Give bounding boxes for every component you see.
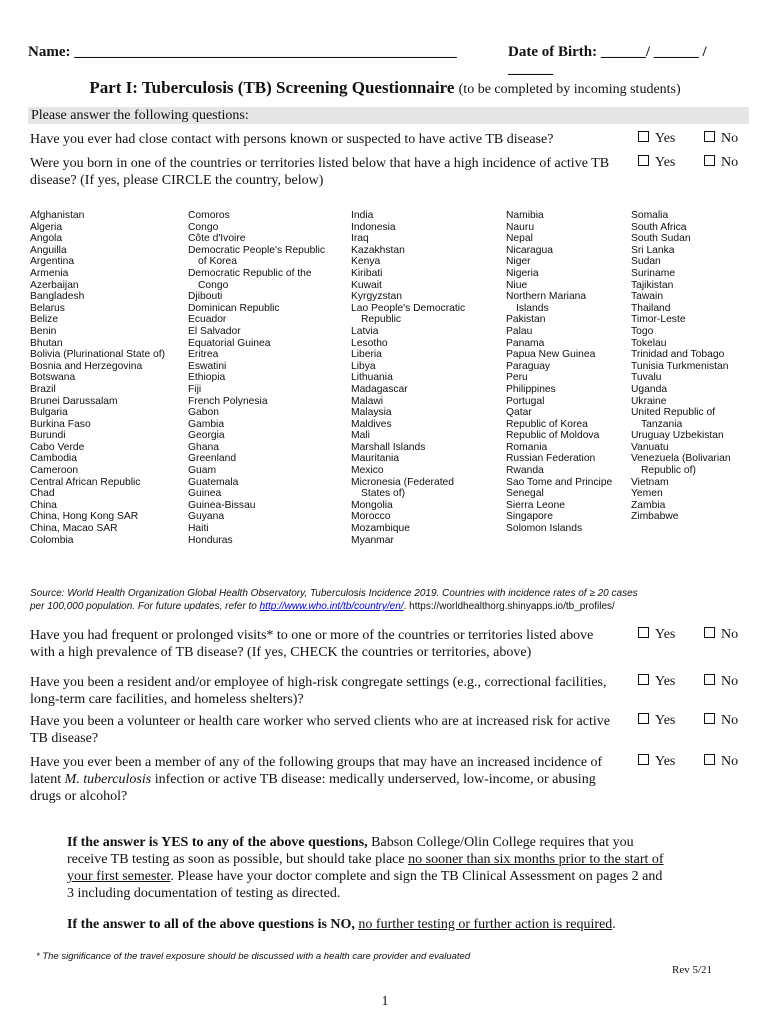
country-item[interactable]: Congo bbox=[188, 221, 219, 233]
checkbox-icon[interactable] bbox=[638, 627, 649, 638]
country-item[interactable]: Fiji bbox=[188, 383, 202, 395]
no-label: No bbox=[721, 713, 739, 728]
country-item[interactable]: Central African Republic bbox=[30, 476, 141, 488]
country-item[interactable]: Côte d'Ivoire bbox=[188, 233, 246, 245]
country-item[interactable]: Haiti bbox=[188, 523, 209, 535]
country-item[interactable]: Nepal bbox=[506, 233, 533, 245]
country-item[interactable]: Bulgaria bbox=[30, 407, 68, 419]
country-item[interactable]: Russian Federation bbox=[506, 453, 596, 465]
country-item[interactable]: Mongolia bbox=[351, 499, 393, 511]
country-item[interactable]: Sudan bbox=[631, 256, 661, 268]
country-item[interactable]: Democratic Republic of the bbox=[188, 267, 312, 279]
country-item[interactable]: Thailand bbox=[631, 302, 671, 314]
checkbox-icon[interactable] bbox=[638, 674, 649, 685]
country-item[interactable]: Vanuatu bbox=[631, 441, 669, 453]
country-item[interactable]: Democratic People's Republic bbox=[188, 244, 326, 256]
country-item[interactable]: Bhutan bbox=[30, 337, 63, 349]
country-item[interactable]: Libya bbox=[351, 360, 376, 372]
country-item[interactable]: El Salvador bbox=[188, 325, 241, 337]
country-item[interactable]: China, Macao SAR bbox=[30, 523, 118, 535]
country-item[interactable]: Afghanistan bbox=[30, 210, 85, 221]
question-born-in-country: Were you born in one of the countries or territories listed below that have a high incidence of active TB disease? (If yes, please CIRCLE the country, below) bbox=[30, 156, 610, 188]
country-item[interactable]: Kazakhstan bbox=[351, 244, 405, 256]
country-item[interactable]: China, Hong Kong SAR bbox=[30, 511, 139, 523]
title-subtitle: (to be completed by incoming students) bbox=[458, 82, 681, 97]
checkbox-icon[interactable] bbox=[704, 674, 715, 685]
country-item[interactable]: Tunisia Turkmenistan bbox=[631, 360, 729, 372]
country-item[interactable]: Nigeria bbox=[506, 267, 539, 279]
country-item[interactable]: Marshall Islands bbox=[351, 441, 426, 453]
source-line2-end: . https://worldhealthorg.shinyapps.io/tb_profiles/ bbox=[403, 601, 615, 612]
no-label: No bbox=[721, 131, 739, 146]
country-item[interactable]: Sri Lanka bbox=[631, 244, 675, 256]
country-item[interactable]: Philippines bbox=[506, 383, 556, 395]
yes-instructions-text: Babson College/Olin College requires that you receive TB testing as soon as possible, but should take place bbox=[67, 835, 634, 867]
country-item[interactable]: Peru bbox=[506, 372, 528, 384]
checkbox-icon[interactable] bbox=[704, 155, 715, 166]
q1-yes-option[interactable] bbox=[638, 131, 675, 147]
country-item[interactable]: Ecuador bbox=[188, 314, 227, 326]
q5-no-option[interactable] bbox=[704, 713, 738, 729]
q2-no-option[interactable] bbox=[704, 155, 738, 171]
country-item[interactable]: Mauritania bbox=[351, 453, 400, 465]
checkbox-icon[interactable] bbox=[704, 754, 715, 765]
country-item[interactable]: Cambodia bbox=[30, 453, 77, 465]
country-item[interactable]: Trinidad and Tobago bbox=[631, 349, 725, 361]
checkbox-icon[interactable] bbox=[704, 713, 715, 724]
country-item[interactable]: Republic bbox=[361, 314, 402, 326]
country-item[interactable]: Venezuela (Bolivarian bbox=[631, 453, 731, 465]
country-item[interactable]: Timor-Leste bbox=[631, 314, 686, 326]
country-item[interactable]: Zambia bbox=[631, 499, 666, 511]
country-item[interactable]: Portugal bbox=[506, 395, 545, 407]
country-item[interactable]: Tawain bbox=[631, 291, 664, 303]
country-item[interactable]: India bbox=[351, 210, 374, 221]
country-item[interactable]: Guinea-Bissau bbox=[188, 499, 256, 511]
country-item[interactable]: of Korea bbox=[198, 256, 237, 268]
country-item[interactable]: Belarus bbox=[30, 302, 65, 314]
yes-label: Yes bbox=[655, 131, 676, 146]
country-item[interactable]: States of) bbox=[361, 488, 406, 500]
q6-no-option[interactable] bbox=[704, 754, 738, 770]
country-item[interactable]: Republic of) bbox=[641, 465, 696, 477]
country-item[interactable]: Vietnam bbox=[631, 476, 669, 488]
country-item[interactable]: Northern Mariana bbox=[506, 291, 587, 303]
country-item[interactable]: United Republic of bbox=[631, 407, 716, 419]
country-item[interactable]: Senegal bbox=[506, 488, 544, 500]
country-item[interactable]: Uganda bbox=[631, 383, 668, 395]
country-item[interactable]: Kiribati bbox=[351, 267, 383, 279]
country-item[interactable]: Malaysia bbox=[351, 407, 392, 419]
country-item[interactable]: Rwanda bbox=[506, 465, 544, 477]
country-item[interactable]: Comoros bbox=[188, 210, 230, 221]
country-item[interactable]: Kyrgyzstan bbox=[351, 291, 402, 303]
country-item[interactable]: Maldives bbox=[351, 418, 392, 430]
country-item[interactable]: Liberia bbox=[351, 349, 382, 361]
country-item[interactable]: Brunei Darussalam bbox=[30, 395, 118, 407]
country-item[interactable]: Iraq bbox=[351, 233, 369, 245]
no-instructions-text: no further testing or further action is required bbox=[358, 917, 613, 932]
country-item[interactable]: Panama bbox=[506, 337, 545, 349]
country-item[interactable]: Mozambique bbox=[351, 523, 410, 535]
yes-label: Yes bbox=[655, 627, 676, 642]
q4-no-option[interactable] bbox=[704, 674, 738, 690]
country-item[interactable]: Kuwait bbox=[351, 279, 382, 291]
country-item[interactable]: Uruguay Uzbekistan bbox=[631, 430, 724, 442]
country-item[interactable]: Chad bbox=[30, 488, 55, 500]
country-item[interactable]: Solomon Islands bbox=[506, 523, 583, 535]
question-high-risk-groups bbox=[30, 754, 620, 805]
yes-instructions-text-end: . Please have your doctor complete and sign the TB Clinical Assessment on pages 2 and 3 including documentation of testing as directed. bbox=[67, 869, 663, 901]
country-item[interactable]: Ethiopia bbox=[188, 372, 226, 384]
country-item[interactable]: Greenland bbox=[188, 453, 237, 465]
country-item[interactable]: Tanzania bbox=[641, 418, 683, 430]
country-item[interactable]: Honduras bbox=[188, 534, 233, 546]
country-item[interactable]: Georgia bbox=[188, 430, 225, 442]
country-item[interactable]: Eritrea bbox=[188, 349, 219, 361]
country-list-col4 bbox=[506, 210, 612, 535]
country-item[interactable]: Nicaragua bbox=[506, 244, 553, 256]
checkbox-icon[interactable] bbox=[638, 131, 649, 142]
country-item[interactable]: Papua New Guinea bbox=[506, 349, 596, 361]
no-label: No bbox=[721, 754, 739, 769]
yes-instructions bbox=[67, 834, 667, 902]
country-item[interactable]: Cameroon bbox=[30, 465, 79, 477]
country-item[interactable]: Gambia bbox=[188, 418, 225, 430]
q6-yes-option[interactable] bbox=[638, 754, 675, 770]
country-item[interactable]: Madagascar bbox=[351, 383, 408, 395]
q3-no-option[interactable] bbox=[704, 627, 738, 643]
yes-label: Yes bbox=[655, 754, 676, 769]
yes-instructions-timing: no sooner than six months prior to the start of your first semester bbox=[67, 852, 664, 884]
country-item[interactable]: Sierra Leone bbox=[506, 499, 565, 511]
country-item[interactable]: Islands bbox=[516, 302, 549, 314]
yes-label: Yes bbox=[655, 155, 676, 170]
q6-organism-name: M. tuberculosis bbox=[64, 772, 152, 787]
q3-yes-option[interactable] bbox=[638, 627, 675, 643]
checkbox-icon[interactable] bbox=[704, 131, 715, 142]
country-item[interactable]: Singapore bbox=[506, 511, 553, 523]
country-item[interactable]: Cabo Verde bbox=[30, 441, 85, 453]
no-label: No bbox=[721, 155, 739, 170]
country-item[interactable]: Republic of Moldova bbox=[506, 430, 600, 442]
checkbox-icon[interactable] bbox=[638, 713, 649, 724]
country-item[interactable]: Paraguay bbox=[506, 360, 551, 372]
country-item[interactable]: Botswana bbox=[30, 372, 76, 384]
country-item[interactable]: Tokelau bbox=[631, 337, 667, 349]
country-list-col1 bbox=[30, 210, 165, 546]
country-item[interactable]: Romania bbox=[506, 441, 548, 453]
instructions-bar: Please answer the following questions: bbox=[28, 107, 749, 124]
yes-label: Yes bbox=[655, 674, 676, 689]
country-item[interactable]: Armenia bbox=[30, 267, 69, 279]
country-item[interactable]: Benin bbox=[30, 325, 57, 337]
country-item[interactable]: Burundi bbox=[30, 430, 66, 442]
country-item[interactable]: Brazil bbox=[30, 383, 56, 395]
country-item[interactable]: Gabon bbox=[188, 407, 219, 419]
country-item[interactable]: Niger bbox=[506, 256, 531, 268]
country-item[interactable]: Micronesia (Federated bbox=[351, 476, 455, 488]
country-item[interactable]: Mali bbox=[351, 430, 370, 442]
country-item[interactable]: Ukraine bbox=[631, 395, 667, 407]
q6-text-start: Have you ever been a member of any of the following groups that may have an increased incidence of latent bbox=[30, 755, 603, 787]
no-instructions-end: . bbox=[612, 917, 616, 932]
country-item[interactable]: Eswatini bbox=[188, 360, 227, 372]
country-item[interactable]: Algeria bbox=[30, 221, 63, 233]
country-item[interactable]: Tuvalu bbox=[631, 372, 662, 384]
title-main: Part I: Tuberculosis (TB) Screening Questionnaire bbox=[89, 78, 455, 97]
country-list-col5 bbox=[631, 210, 731, 523]
source-line1: Source: World Health Organization Global Health Observatory, Tuberculosis Incidence 2019. Countries with incidence rates of ≥ 20 cases bbox=[30, 588, 638, 599]
name-field[interactable]: Name: ___________________________________________________ bbox=[28, 44, 457, 60]
q2-yes-option[interactable] bbox=[638, 155, 675, 171]
country-item[interactable]: Lesotho bbox=[351, 337, 388, 349]
country-item[interactable]: Qatar bbox=[506, 407, 532, 419]
country-item[interactable]: Kenya bbox=[351, 256, 381, 268]
country-item[interactable]: South Sudan bbox=[631, 233, 691, 245]
country-item[interactable]: Djibouti bbox=[188, 291, 223, 303]
country-item[interactable]: Congo bbox=[198, 279, 229, 291]
q4-yes-option[interactable] bbox=[638, 674, 675, 690]
country-item[interactable]: Bolivia (Plurinational State of) bbox=[30, 349, 166, 361]
country-item[interactable]: Malawi bbox=[351, 395, 384, 407]
no-label: No bbox=[721, 627, 739, 642]
no-instructions-lead: If the answer to all of the above questions is NO, bbox=[67, 917, 355, 932]
country-item[interactable]: Latvia bbox=[351, 325, 379, 337]
country-item[interactable]: Guatemala bbox=[188, 476, 239, 488]
country-item[interactable]: Burkina Faso bbox=[30, 418, 91, 430]
country-item[interactable]: Indonesia bbox=[351, 221, 396, 233]
country-item[interactable]: Togo bbox=[631, 325, 654, 337]
country-item[interactable]: Dominican Republic bbox=[188, 302, 280, 314]
source-line2: per 100,000 population. For future updates, refer to bbox=[30, 601, 260, 612]
country-item[interactable]: Zimbabwe bbox=[631, 511, 679, 523]
q6-text-end: infection or active TB disease: medically underserved, low-income, or abusing drugs or alcohol? bbox=[30, 772, 596, 804]
country-list-col3 bbox=[351, 210, 465, 546]
country-item[interactable]: Sao Tome and Principe bbox=[506, 476, 613, 488]
country-item[interactable]: Suriname bbox=[631, 267, 676, 279]
no-label: No bbox=[721, 674, 739, 689]
country-item[interactable]: Tajikistan bbox=[631, 279, 674, 291]
country-item[interactable]: Morocco bbox=[351, 511, 391, 523]
country-item[interactable]: Equatorial Guinea bbox=[188, 337, 271, 349]
country-list-col2 bbox=[188, 210, 325, 546]
q5-yes-option[interactable] bbox=[638, 713, 675, 729]
checkbox-icon[interactable] bbox=[638, 754, 649, 765]
country-item[interactable]: Namibia bbox=[506, 210, 544, 221]
country-item[interactable]: Niue bbox=[506, 279, 528, 291]
country-item[interactable]: Bosnia and Herzegovina bbox=[30, 360, 143, 372]
country-item[interactable]: Lao People's Democratic bbox=[351, 302, 466, 314]
country-item[interactable]: Bangladesh bbox=[30, 291, 85, 303]
revision-label: Rev 5/21 bbox=[672, 964, 713, 976]
question-congregate-settings: Have you been a resident and/or employee of high-risk congregate settings (e.g., correctional facilities, long-term care facilities, and homeless shelters)? bbox=[30, 675, 607, 707]
country-item[interactable]: Myanmar bbox=[351, 534, 394, 546]
q1-no-option[interactable] bbox=[704, 131, 738, 147]
no-instructions bbox=[67, 916, 727, 933]
country-item[interactable]: Angola bbox=[30, 233, 63, 245]
country-item[interactable]: Colombia bbox=[30, 534, 74, 546]
country-item[interactable]: Anguilla bbox=[30, 244, 67, 256]
question-close-contact: Have you ever had close contact with persons known or suspected to have active TB disease? bbox=[30, 132, 554, 147]
country-item[interactable]: China bbox=[30, 499, 57, 511]
question-health-care-worker: Have you been a volunteer or health care worker who served clients who are at increased risk for active TB disease? bbox=[30, 714, 610, 746]
country-item[interactable]: Yemen bbox=[631, 488, 663, 500]
country-item[interactable]: Guinea bbox=[188, 488, 222, 500]
country-item[interactable]: French Polynesia bbox=[188, 395, 268, 407]
footnote: * The significance of the travel exposure should be discussed with a health care provider and evaluated bbox=[36, 951, 471, 962]
country-item[interactable]: Lithuania bbox=[351, 372, 393, 384]
country-item[interactable]: Pakistan bbox=[506, 314, 546, 326]
question-frequent-visits: Have you had frequent or prolonged visits* to one or more of the countries or territories listed above with a high prevalence of TB disease? (If yes, CHECK the countries or territories, above) bbox=[30, 628, 594, 660]
yes-label: Yes bbox=[655, 713, 676, 728]
yes-instructions-lead: If the answer is YES to any of the above questions, bbox=[67, 835, 368, 850]
country-item[interactable]: Ghana bbox=[188, 441, 219, 453]
country-item[interactable]: Belize bbox=[30, 314, 59, 326]
checkbox-icon[interactable] bbox=[704, 627, 715, 638]
country-item[interactable]: Nauru bbox=[506, 221, 535, 233]
source-citation bbox=[30, 587, 740, 613]
page-title bbox=[0, 78, 770, 98]
page-number: 1 bbox=[381, 994, 389, 1009]
country-item[interactable]: Argentina bbox=[30, 256, 75, 268]
country-item[interactable]: Republic of Korea bbox=[506, 418, 588, 430]
checkbox-icon[interactable] bbox=[638, 155, 649, 166]
country-item[interactable]: South Africa bbox=[631, 221, 687, 233]
country-item[interactable]: Guyana bbox=[188, 511, 225, 523]
date-of-birth-field[interactable]: Date of Birth: ______/ ______ / ______ bbox=[508, 44, 707, 77]
country-item[interactable]: Mexico bbox=[351, 465, 384, 477]
who-link[interactable]: http://www.who.int/tb/country/en/ bbox=[259, 601, 404, 612]
country-item[interactable]: Azerbaijan bbox=[30, 279, 79, 291]
country-item[interactable]: Guam bbox=[188, 465, 217, 477]
country-item[interactable]: Somalia bbox=[631, 210, 669, 221]
country-item[interactable]: Palau bbox=[506, 325, 533, 337]
